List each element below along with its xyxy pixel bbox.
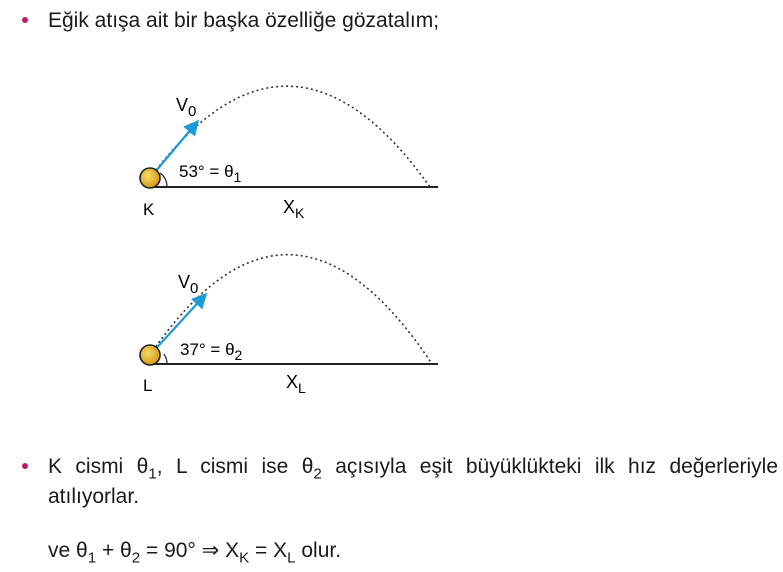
diagram-k	[140, 86, 438, 221]
object-label-k: K	[143, 200, 155, 219]
range-label-k: $X_K$	[283, 197, 305, 221]
statement-text: K cismi $\theta_1$, L cismi ise $\theta_2$ açısıyla eşit büyüklükteki ilk hız değerleriyle atılıyorlar.	[48, 452, 778, 512]
range-label-l: $X_L$	[286, 372, 306, 396]
intro-text: Eğik atışa ait bir başka özelliğe gözatalım;	[48, 9, 440, 32]
ball-k	[140, 168, 160, 188]
ball-l	[140, 345, 160, 365]
angle-label-k: $53^\circ = \theta_1$	[179, 162, 242, 185]
statement-line2: atılıyorlar.	[48, 485, 140, 508]
angle-label-l: $37^\circ = \theta_2$	[180, 340, 243, 363]
object-label-l: L	[143, 376, 153, 395]
bullet-dot	[22, 463, 28, 469]
angle-arc-k	[160, 173, 167, 187]
velocity-label-k: $V_0$	[176, 95, 197, 120]
statement-bullet	[22, 452, 782, 516]
velocity-label-l: $V_0$	[178, 272, 199, 297]
result-formula: ve $\theta_1 + \theta_2 = 90^\circ$ ⇒ $X_K = X_L$ olur.	[48, 539, 342, 567]
angle-arc-l	[164, 354, 167, 364]
diagram-l	[140, 255, 438, 396]
